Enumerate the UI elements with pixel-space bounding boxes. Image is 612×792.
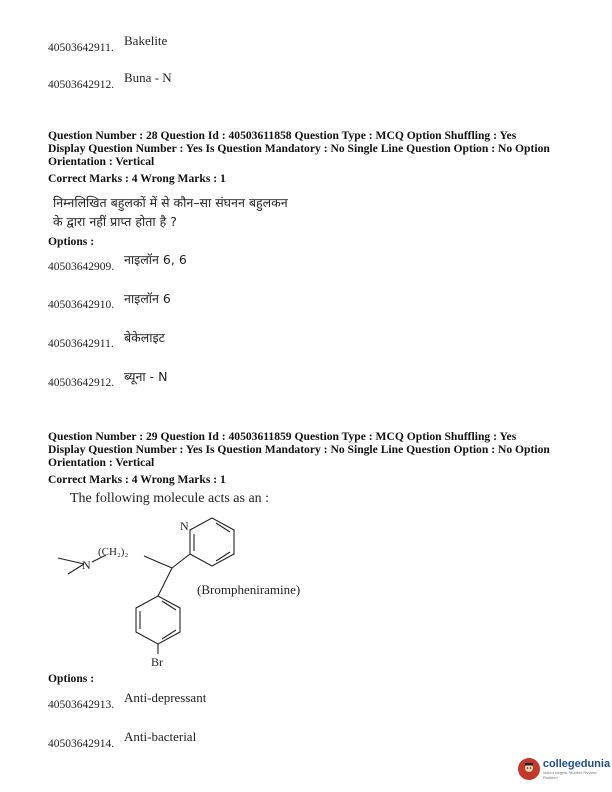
question-text: The following molecule acts as an : <box>70 491 270 506</box>
bromine-label: Br <box>151 655 163 669</box>
collegedunia-logo <box>518 758 612 780</box>
option-text: Bakelite <box>124 33 168 48</box>
option-text: Anti-depressant <box>124 690 207 705</box>
option-id: 40503642911. <box>48 338 114 350</box>
question-header: Question Number : 29 Question Id : 40503611859 Question Type : MCQ Option Shuffling : Yes <box>48 430 517 443</box>
option-text: Buna - N <box>124 70 172 85</box>
question-text: के द्वारा नहीं प्राप्त होता है ? <box>53 214 177 229</box>
question-text: निम्नलिखित बहुलकों में से कौन–सा संघनन बहुलकन <box>53 195 288 210</box>
option-id: 40503642914. <box>48 738 115 750</box>
question-header: Display Question Number : Yes Is Question Mandatory : No Single Line Question Option : No Option <box>48 443 550 456</box>
option-id: 40503642913. <box>48 699 115 711</box>
ring-nitrogen-label: N <box>180 519 189 533</box>
amine-nitrogen-label: N <box>82 558 91 572</box>
option-id: 40503642911. <box>48 42 114 54</box>
option-id: 40503642912. <box>48 79 115 91</box>
marks-info: Correct Marks : 4 Wrong Marks : 1 <box>48 473 226 486</box>
option-text: Anti-bacterial <box>124 729 197 744</box>
mascot-icon <box>518 758 540 780</box>
molecule-name: (Brompheniramine) <box>197 582 301 597</box>
marks-info: Correct Marks : 4 Wrong Marks : 1 <box>48 172 226 185</box>
option-id: 40503642912. <box>48 377 115 389</box>
question-header: Orientation : Vertical <box>48 155 155 168</box>
question-header: Orientation : Vertical <box>48 456 155 469</box>
option-text: ब्यूना - N <box>124 369 168 384</box>
option-id: 40503642910. <box>48 299 115 311</box>
option-id: 40503642909. <box>48 261 115 273</box>
logo-tagline: India's largest Student Review Platform <box>542 769 597 780</box>
options-label: Options : <box>48 672 95 685</box>
option-text: नाइलॉन 6 <box>124 291 171 306</box>
option-text: नाइलॉन 6, 6 <box>124 252 187 267</box>
question-header: Display Question Number : Yes Is Question Mandatory : No Single Line Question Option : No Option <box>48 142 550 155</box>
chain-label: (CH₂)₂ <box>98 546 129 558</box>
logo-text: collegedunia <box>542 757 611 770</box>
question-header: Question Number : 28 Question Id : 40503611858 Question Type : MCQ Option Shuffling : Yes <box>48 129 517 142</box>
option-text: बेकेलाइट <box>124 330 165 345</box>
options-label: Options : <box>48 235 95 248</box>
